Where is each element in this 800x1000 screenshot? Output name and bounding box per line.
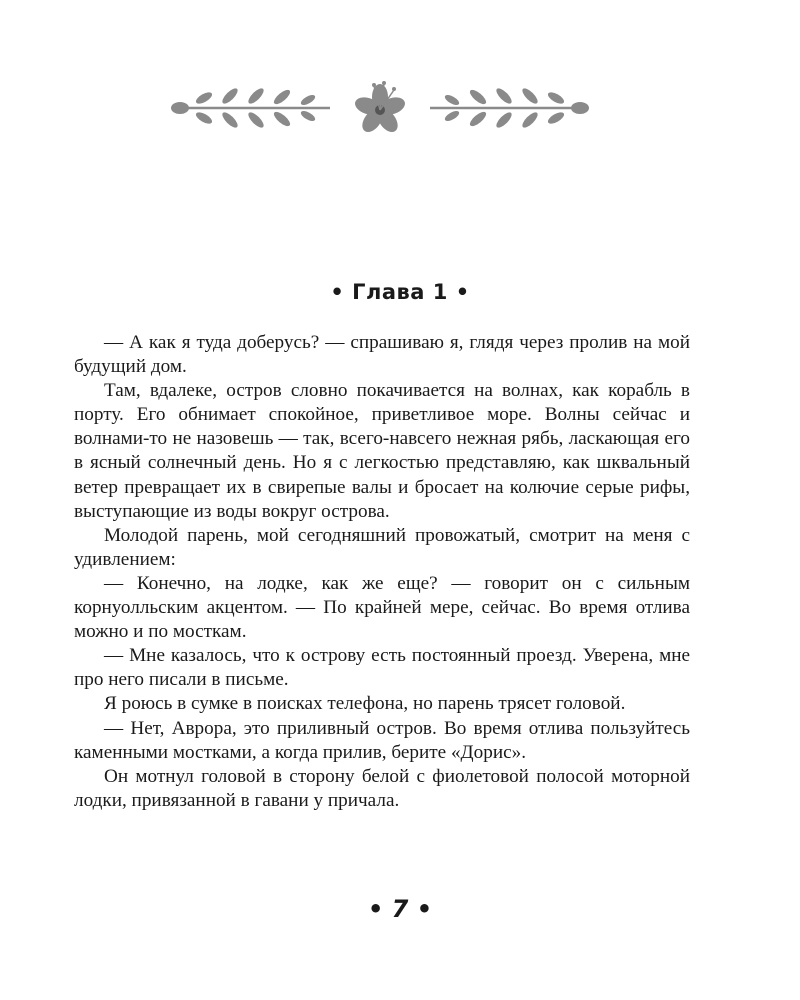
paragraph: — А как я туда доберусь? — спрашиваю я, глядя через пролив на мой будущий дом. — [74, 332, 690, 378]
paragraph: Молодой парень, мой сегодняшний провожатый, смотрит на меня с удивлением: — [74, 524, 690, 570]
paragraph: Я роюсь в сумке в поисках телефона, но парень трясет головой. — [104, 693, 626, 715]
paragraph: — Нет, Аврора, это приливный остров. Во время отлива пользуйтесь каменными мостками, а когда прилив, берите «Дорис». — [74, 717, 690, 763]
page-number: • 7 • — [367, 895, 433, 923]
paragraph: Он мотнул головой в сторону белой с фиолетовой полосой моторной лодки, привязанной в гавани у причала. — [74, 765, 690, 811]
paragraph: — Мне казалось, что к острову есть постоянный проезд. Уверена, мне про него писали в письме. — [74, 645, 690, 691]
floral-divider-icon — [160, 78, 600, 138]
chapter-title: • Глава 1 • — [330, 280, 470, 304]
paragraph: Там, вдалеке, остров словно покачивается на волнах, как корабль в порту. Его обнимает спокойное, приветливое море. Волны сейчас и волнами-то не назовешь — так, всего-навсего нежная рябь, ласкающая его в ясный солнечный день. Но я с легкостью представляю, как шквальный ветер превращает их в свирепые валы и бросает на колючие серые рифы, выступающие из воды вокруг острова. — [74, 380, 690, 522]
chapter-text — [74, 331, 690, 813]
paragraph: — Конечно, на лодке, как же еще? — говорит он с сильным корнуолльским акцентом. — По крайней мере, сейчас. Во время отлива можно и по мосткам. — [74, 572, 690, 643]
